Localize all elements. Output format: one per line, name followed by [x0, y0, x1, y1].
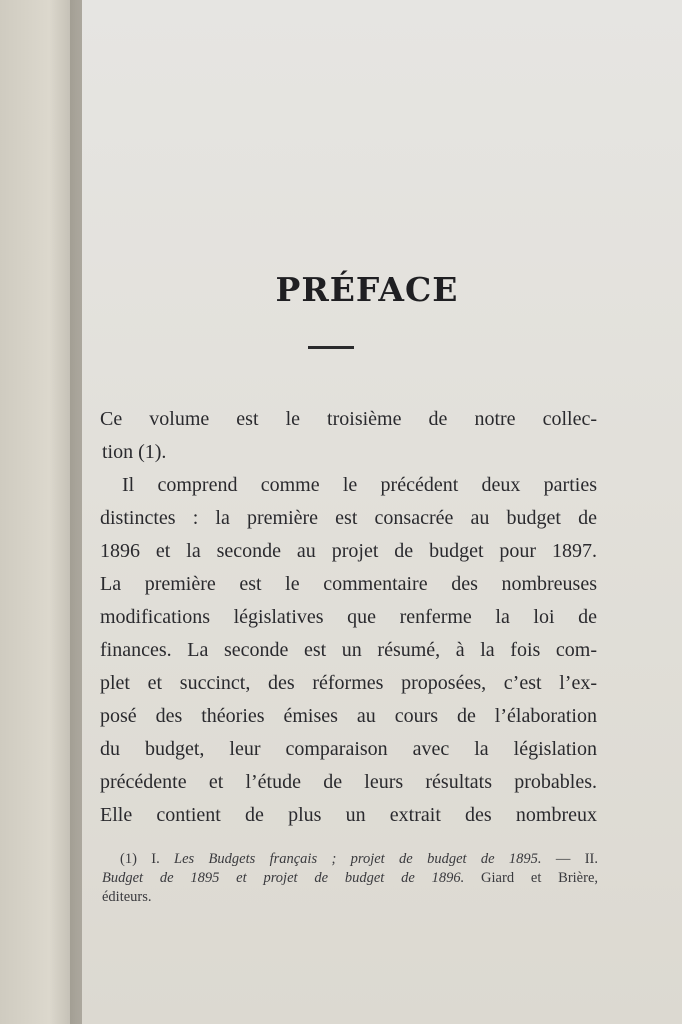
body-text — [100, 403, 597, 832]
book-page — [82, 0, 682, 1024]
body-line: plet et succinct, des réformes proposées, c’est l’ex- — [100, 672, 597, 694]
body-line: distinctes : la première est consacrée au budget de — [100, 507, 597, 529]
footnote-line: éditeurs. — [102, 889, 152, 905]
body-line: modifications législatives que renferme la loi de — [100, 606, 597, 628]
body-line: finances. La seconde est un résumé, à la fois com- — [100, 639, 597, 661]
body-line: posé des théories émises au cours de l’élaboration — [100, 705, 597, 727]
body-line: Elle contient de plus un extrait des nombreux — [100, 804, 597, 826]
body-line: Ce volume est le troisième de notre collec- — [100, 408, 597, 430]
body-line: du budget, leur comparaison avec la législation — [100, 738, 597, 760]
title-rule — [308, 346, 354, 349]
body-line: 1896 et la seconde au projet de budget pour 1897. — [100, 540, 597, 562]
footnote-line: Budget de 1895 et projet de budget de 1896. Giard et Brière, — [102, 870, 598, 886]
footnote-line: (1) I. Les Budgets français ; projet de budget de 1895. — II. — [120, 851, 598, 867]
body-line: tion (1). — [102, 441, 167, 463]
page-title: PRÉFACE — [275, 270, 459, 309]
footnote — [102, 850, 598, 907]
body-line: précédente et l’étude de leurs résultats probables. — [100, 771, 597, 793]
body-line: La première est le commentaire des nombreuses — [100, 573, 597, 595]
body-line: Il comprend comme le précédent deux parties — [122, 474, 597, 496]
